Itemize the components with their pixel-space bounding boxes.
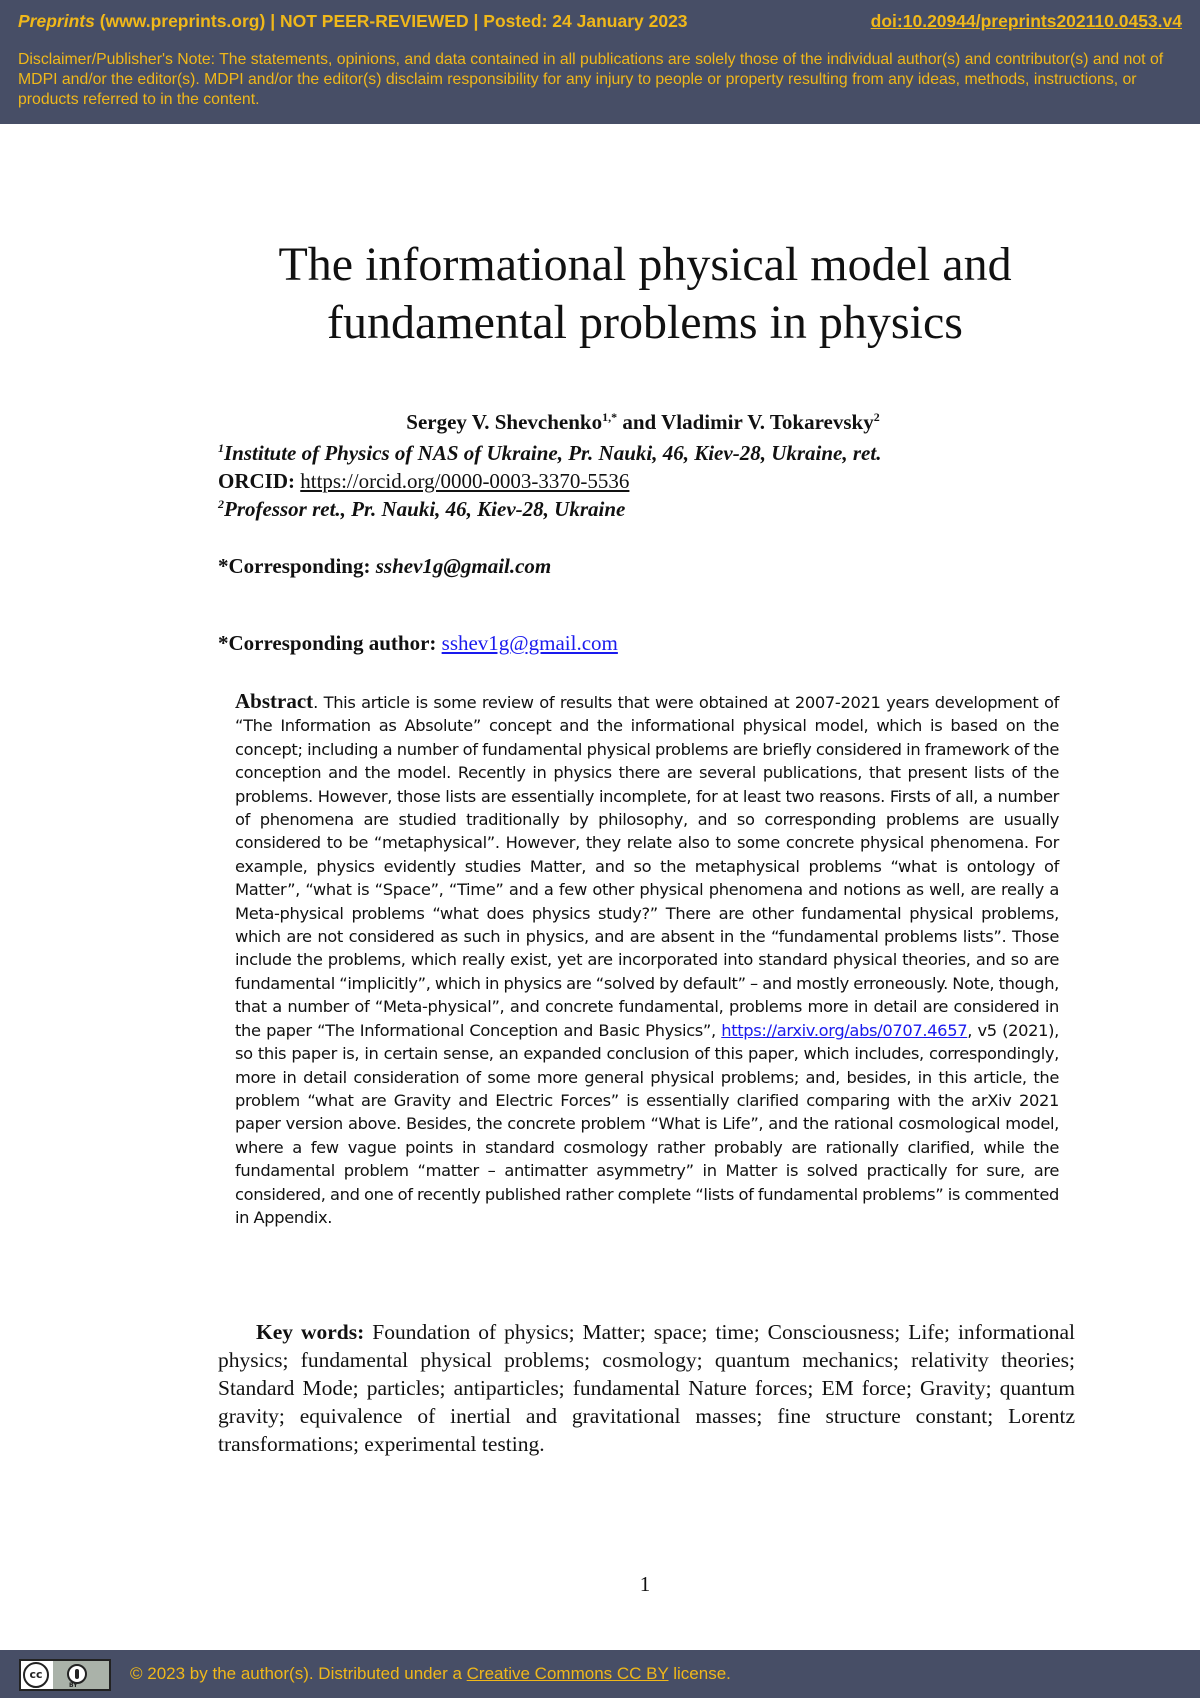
orcid-link[interactable]: https://orcid.org/0000-0003-3370-5536 (300, 469, 630, 493)
creative-commons-icon: cc (23, 1662, 49, 1688)
license-footer (0, 1650, 1200, 1698)
header-status-line: Preprints (www.preprints.org) | NOT PEER-REVIEWED | Posted: 24 January 2023 doi:10.20944/preprints202110.0453.v4 (18, 11, 1182, 31)
author-list: Sergey V. Shevchenko$^{1,*}$ and Vladimir V. Tokarevsky$^2$ (406, 410, 880, 434)
keywords: Key words: Foundation of physics; Matter; space; time; Consciousness; Life; informational physics; fundamental physical problems; cosmology; quantum mechanics; relativity theories; Standard Mode; particles; antiparticles; fundamental Nature forces; EM force; Gravity; quantum gravity; equivalence of inertial and gravitational masses; fine structure constant; Lorentz transformations; experimental testing. (218, 1320, 1075, 1456)
license-link[interactable]: Creative Commons CC BY (466, 1664, 669, 1683)
license-text: © 2023 by the author(s). Distributed under a Creative Commons CC BY license. (130, 1664, 731, 1683)
affiliation-1: $^1$Institute of Physics of NAS of Ukraine, Pr. Nauki, 46, Kiev-28, Ukraine, ret. (218, 441, 882, 465)
preprints-site[interactable]: (www.preprints.org) (99, 11, 266, 31)
corresponding-email: sshev1g@gmail.com (375, 554, 552, 578)
paper-title: The informational physical model and fundamental problems in physics (278, 238, 1012, 349)
doi-link[interactable]: doi:10.20944/preprints202110.0453.v4 (870, 11, 1182, 31)
preprints-brand[interactable]: Preprints (18, 11, 95, 31)
orcid-line: ORCID: https://orcid.org/0000-0003-3370-5536 (218, 469, 630, 493)
affiliation-2: $^2$Professor ret., Pr. Nauki, 46, Kiev-28, Ukraine (218, 497, 626, 521)
keywords-label: Key words: (256, 1320, 365, 1344)
author-name: Sergey V. Shevchenko (406, 410, 603, 434)
cc-by-badge[interactable]: cc BY (19, 1659, 111, 1691)
attribution-person-icon (67, 1664, 87, 1684)
arxiv-link[interactable]: https://arxiv.org/abs/0707.4657 (721, 1020, 968, 1040)
corresponding-email-link[interactable]: sshev1g@gmail.com (441, 631, 618, 655)
page-number: 1 (639, 1572, 651, 1596)
preprint-header-banner (0, 0, 1200, 124)
corresponding-line: *Corresponding: sshev1g@gmail.com (218, 554, 552, 578)
abstract-label: Abstract (235, 689, 314, 713)
abstract: Abstract. This article is some review of results that were obtained at 2007-2021 years development of “The Information as Absolute” concept and the informational physical model, which is based on the concept; including a number of fundamental physical problems are briefly considered in framework of the conception and the model. Recently in physics there are several publications, that present lists of the problems. However, those lists are essentially incomplete, for at least two reasons. Firsts of all, a number of phenomena are studied traditionally by philosophy, and so corresponding problems are usually considered to be “metaphysical”. However, they relate also to some concrete physical phenomena. For example, physics evidently studies Matter, and so the metaphysical problems “what is ontology of Matter”, “what is “Space”, “Time” and a few other physical phenomena and notions as well, are really a Meta-physical problems “what does physics study?” There are other fundamental physical problems, which are not considered as such in physics, and are absent in the “fundamental problems lists”. Those include the problems, which really exist, yet are incorporated into standard physical theories, and so are fundamental “implicitly”, which in physics are “solved by default” – and mostly erroneously. Note, though, that a number of “Meta-physical”, and concrete fundamental, problems more in detail are considered in the paper “The Informational Conception and Basic Physics”, https://arxiv.org/abs/0707.4657, v5 (2021), so this paper is, in certain sense, an expanded conclusion of this paper, which includes, correspondingly, more in detail consideration of some more general physical problems; and, besides, in this article, the problem “what are Gravity and Electric Forces” is essentially clarified comparing with the arXiv 2021 paper version above. Besides, the concrete problem “What is Life”, and the rational cosmological model, where a few vague points in standard cosmology rather probably are rationally clarified, while the fundamental problem “matter – antimatter asymmetry” in Matter is solved practically for sure, are considered, and one of recently published rather complete “lists of fundamental problems” is commented in Appendix. (235, 689, 1060, 1227)
publisher-disclaimer: Disclaimer/Publisher's Note: The statements, opinions, and data contained in all publications are solely those of the individual author(s) and contributor(s) and not of MDPI and/or the editor(s). MDPI and/or the editor(s) disclaim responsibility for any injury to people or property resulting from any ideas, methods, instructions, or products referred to in the content. (18, 51, 1164, 108)
corresponding-author-line: *Corresponding author: sshev1g@gmail.com (218, 631, 618, 655)
review-status: NOT PEER-REVIEWED (279, 11, 469, 31)
author-name: Vladimir V. Tokarevsky (661, 410, 874, 434)
posted-date: Posted: 24 January 2023 (483, 11, 688, 31)
